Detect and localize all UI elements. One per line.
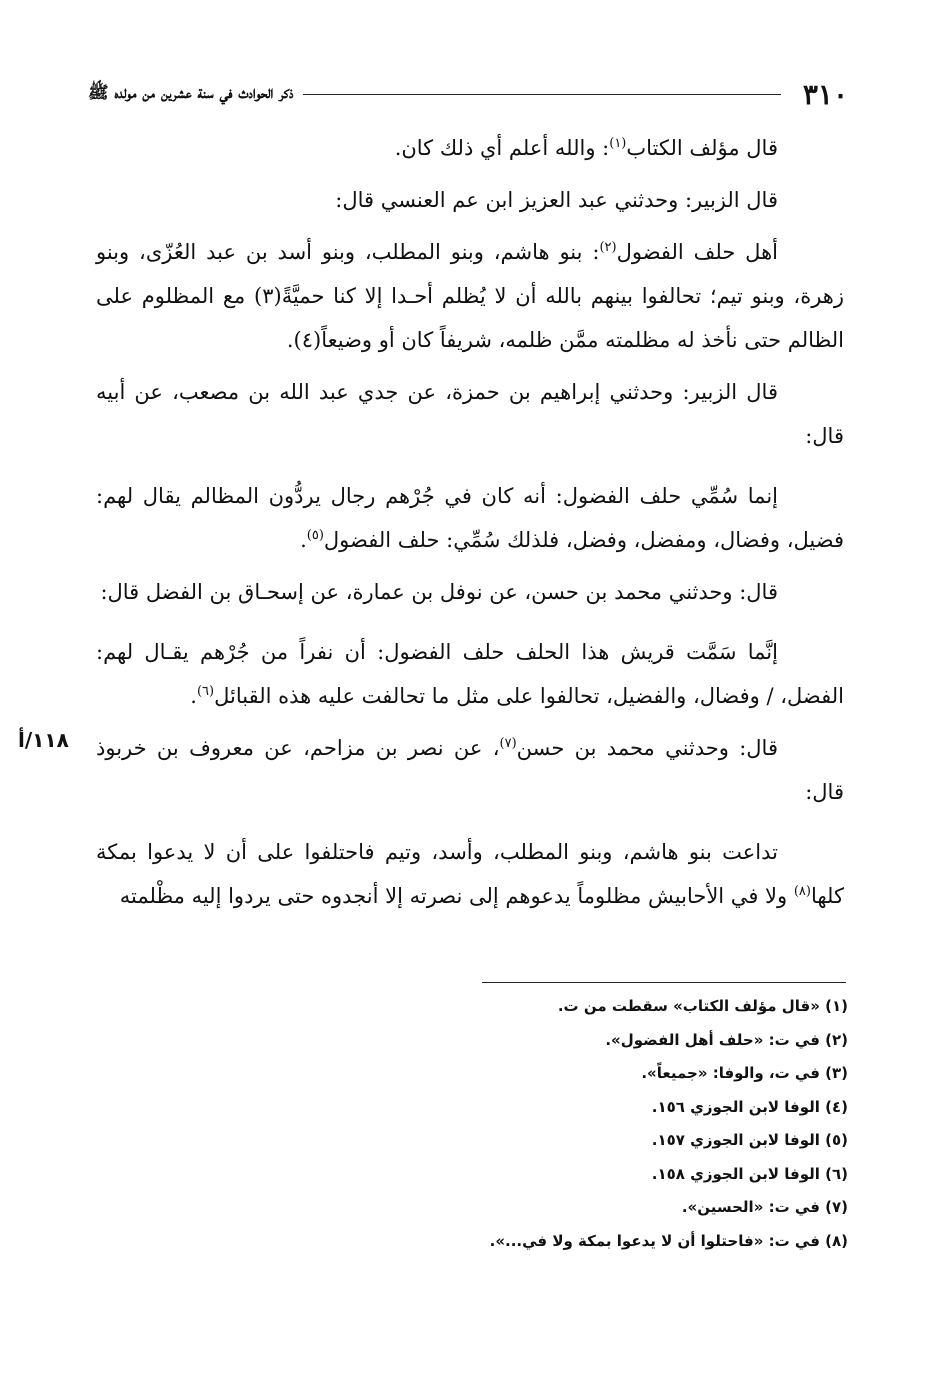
paragraph-6: قال: وحدثني محمد بن حسن، عن نوفل بن عمارة، عن إسحـاق بن الفضل قال: bbox=[100, 580, 778, 604]
footnote-3: (٣) في ت، والوفا: «جميعاً». bbox=[641, 1064, 848, 1082]
paragraph-1: قال مؤلف الكتاب$^{(١)}$: والله أعلم أي ذلك كان. bbox=[394, 136, 778, 160]
footnote-ref-6: (٦) bbox=[196, 684, 215, 699]
paragraph-8: قال: وحدثني محمد بن حسن$^{(٧)}$، عن نصر بن مزاحم، عن معروف بن خربوذ قال: bbox=[96, 736, 844, 804]
header-rule bbox=[303, 94, 780, 95]
footnote-4: (٤) الوفا لابن الجوزي ١٥٦. bbox=[651, 1097, 848, 1116]
running-title: ذكر الحوادث في سنة عشرين من مولده ﷺ bbox=[88, 82, 294, 103]
paragraph-2: قال الزبير: وحدثني عبد العزيز ابن عم العنسي قال: bbox=[335, 188, 778, 212]
paragraph-9: تداعت بنو هاشم، وبنو المطلب، وأسد، وتيم فاحتلفوا على أن لا يدعوا بمكة كلها$^{(٨)}$ ولا في الأحابيش مظلوماً يدعوهم إلى نصرته إلا أنجدوه حتى يردوا إليه مظْلمته bbox=[96, 840, 844, 908]
footnote-6: (٦) الوفا لابن الجوزي ١٥٨. bbox=[651, 1164, 848, 1183]
footnote-ref-7: (٧) bbox=[499, 736, 517, 751]
page-number: ٣١٠ bbox=[802, 77, 848, 111]
footnote-5: (٥) الوفا لابن الجوزي ١٥٧. bbox=[651, 1131, 848, 1149]
paragraph-3: أهل حلف الفضول$^{(٢)}$: بنو هاشم، وبنو المطلب، وبنو أسد بن عبد العُزّى، وبنو زهرة، وبنو تيم؛ تحالفوا بينهم بالله أن لا يُظلم أحـدا إلا كنا حميَّةً(٣) مع المظلوم على الظالم حتى نأخذ له مظلمته ممَّن ظلمه، شريفاً كان أو وضيعاً(٤). bbox=[96, 240, 844, 352]
footnote-ref-5: (٥) bbox=[306, 528, 324, 543]
footnote-2: (٢) في ت: «حلف أهل الفضول». bbox=[605, 1030, 848, 1049]
footnote-ref-1: (١) bbox=[609, 136, 627, 151]
footnotes bbox=[200, 990, 848, 1258]
paragraph-7: إنَّما سَمَّت قريش هذا الحلف حلف الفضول: أن نفراً من جُرْهم يقـال لهم: الفضل، / وفضال، والفضيل، تحالفوا على مثل ما تحالفت عليه هذه القبائل$^{(٦)}$. bbox=[96, 640, 844, 708]
manuscript-folio-note: ١١٨/أ bbox=[18, 728, 69, 752]
footnote-1: (١) «قال مؤلف الكتاب» سقطت من ت. bbox=[557, 997, 848, 1015]
footnote-8: (٨) في ت: «فاحتلوا أن لا يدعوا بمكة ولا في...». bbox=[489, 1231, 848, 1250]
paragraph-4: قال الزبير: وحدثني إبراهيم بن حمزة، عن جدي عبد الله بن مصعب، عن أبيه قال: bbox=[96, 380, 844, 448]
footnote-7: (٧) في ت: «الحسين». bbox=[681, 1198, 848, 1216]
page-header bbox=[88, 74, 848, 114]
footnote-rule bbox=[482, 982, 846, 983]
footnote-ref-2: (٢) bbox=[599, 240, 617, 255]
footnote-ref-8: (٨) bbox=[793, 884, 811, 899]
main-text bbox=[96, 126, 844, 926]
paragraph-5: إنما سُمِّي حلف الفضول: أنه كان في جُرْهم رجال يردُّون المظالم يقال لهم: فضيل، وفضال، ومفضل، وفضل، فلذلك سُمِّي: حلف الفضول$^{(٥)}$. bbox=[96, 484, 844, 552]
